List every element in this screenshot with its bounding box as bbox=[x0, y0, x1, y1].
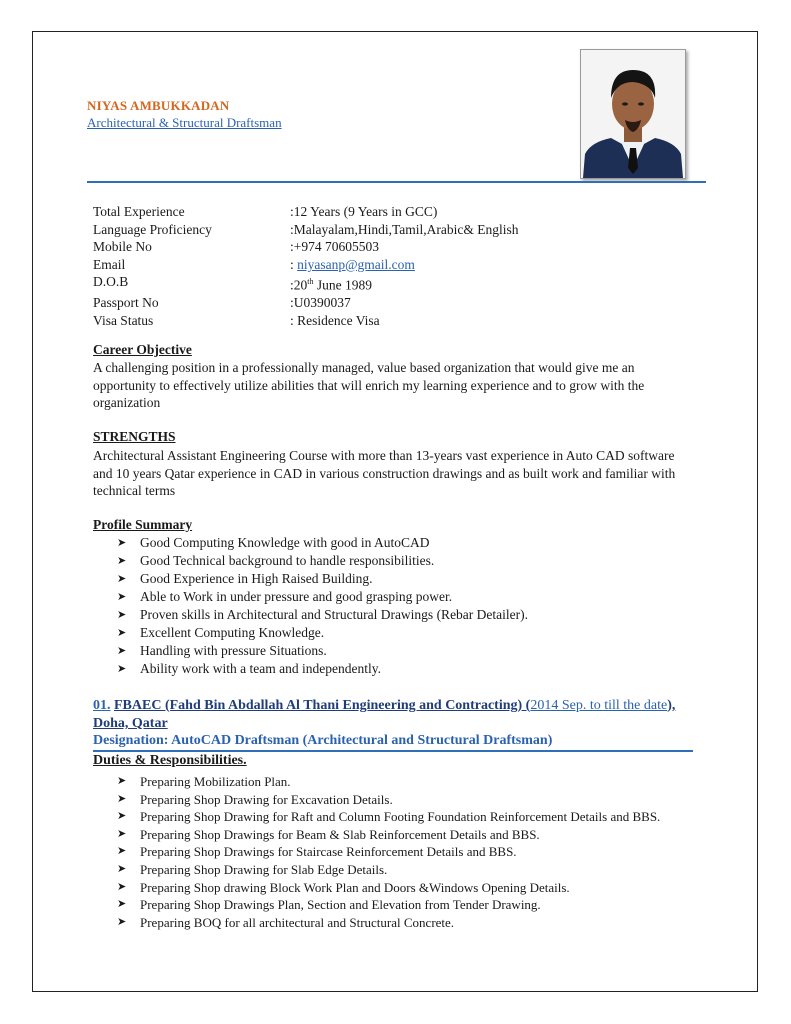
duties-list bbox=[117, 773, 689, 931]
list-item-text: Preparing Shop drawing Block Work Plan and Doors &Windows Opening Details. bbox=[140, 879, 570, 895]
dob-rest: June 1989 bbox=[313, 277, 372, 293]
arrowhead-bullet-icon: ➤ bbox=[117, 827, 127, 840]
arrowhead-bullet-icon: ➤ bbox=[117, 555, 127, 567]
arrowhead-bullet-icon: ➤ bbox=[117, 880, 127, 893]
career-objective-text: A challenging position in a professionally managed, value based organization that would give me an opportunity to effectively utilize abilities that will enrich my learning experience and to grow with the organization bbox=[93, 360, 645, 411]
list-item bbox=[117, 570, 528, 588]
list-item bbox=[117, 642, 528, 660]
arrowhead-bullet-icon: ➤ bbox=[117, 898, 127, 911]
list-item bbox=[117, 552, 528, 570]
info-row bbox=[93, 294, 519, 312]
list-item bbox=[117, 606, 528, 624]
profile-summary-heading: Profile Summary bbox=[93, 517, 193, 532]
list-item bbox=[117, 896, 689, 914]
list-item bbox=[117, 861, 689, 879]
list-item-text: Preparing Shop Drawing for Slab Edge Details. bbox=[140, 861, 388, 877]
info-value bbox=[290, 273, 372, 294]
info-value: :12 Years (9 Years in GCC) bbox=[290, 204, 438, 219]
arrowhead-bullet-icon: ➤ bbox=[117, 915, 127, 928]
job-number: 01. bbox=[93, 698, 111, 713]
info-row bbox=[93, 273, 519, 294]
list-item-text: Good Technical background to handle responsibilities. bbox=[140, 553, 435, 568]
info-label: Email bbox=[93, 256, 126, 272]
info-row bbox=[93, 238, 519, 256]
arrowhead-bullet-icon: ➤ bbox=[117, 591, 127, 603]
list-item bbox=[117, 791, 689, 809]
career-objective-heading: Career Objective bbox=[93, 342, 192, 357]
arrowhead-bullet-icon: ➤ bbox=[117, 810, 127, 823]
list-item-text: Ability work with a team and independently. bbox=[140, 661, 381, 676]
dob-suffix-sup: th bbox=[307, 277, 314, 287]
info-label: D.O.B bbox=[93, 274, 129, 290]
info-value: : Residence Visa bbox=[290, 313, 380, 329]
list-item bbox=[117, 534, 528, 552]
info-value: :Malayalam,Hindi,Tamil,Arabic& English bbox=[290, 221, 519, 237]
list-item bbox=[117, 588, 528, 606]
list-item bbox=[117, 879, 689, 897]
arrowhead-bullet-icon: ➤ bbox=[117, 775, 127, 787]
info-value: :U0390037 bbox=[290, 295, 351, 311]
arrowhead-bullet-icon: ➤ bbox=[117, 645, 127, 657]
list-item-text: Good Experience in High Raised Building. bbox=[140, 571, 373, 586]
candidate-role: Architectural & Structural Draftsman bbox=[87, 115, 282, 130]
list-item-text: Preparing BOQ for all architectural and Structural Concrete. bbox=[140, 914, 455, 930]
list-item-text: Proven skills in Architectural and Structural Drawings (Rebar Detailer). bbox=[140, 607, 529, 622]
candidate-name: NIYAS AMBUKKADAN bbox=[87, 98, 230, 113]
arrowhead-bullet-icon: ➤ bbox=[117, 609, 127, 621]
list-item-text: Preparing Shop Drawing for Raft and Column Footing Foundation Reinforcement Details and BBS. bbox=[140, 809, 661, 825]
job-location: ), Doha, Qatar bbox=[93, 698, 676, 731]
job-designation: Designation: AutoCAD Draftsman (Architectural and Structural Draftsman) bbox=[93, 733, 693, 752]
job-dates: 2014 Sep. to till the date bbox=[530, 698, 668, 713]
list-item-text: Preparing Mobilization Plan. bbox=[140, 774, 291, 789]
list-item bbox=[117, 773, 689, 791]
arrowhead-bullet-icon: ➤ bbox=[117, 845, 127, 858]
strengths-heading: STRENGTHS bbox=[93, 429, 176, 444]
info-row bbox=[93, 203, 519, 221]
email-link[interactable]: niyasanp@gmail.com bbox=[297, 256, 415, 272]
dob-prefix: :20 bbox=[290, 277, 308, 293]
list-item bbox=[117, 808, 689, 826]
list-item-text: Excellent Computing Knowledge. bbox=[140, 625, 325, 640]
info-value: :+974 70605503 bbox=[290, 239, 379, 255]
personal-info-table bbox=[93, 203, 519, 330]
strengths-text: Architectural Assistant Engineering Course with more than 13-years vast experience in Auto CAD software and 10 years Qatar experience in CAD in various construction drawings and as built work and familiar with technical terms bbox=[93, 448, 676, 499]
list-item-text: Preparing Shop Drawings Plan, Section and Elevation from Tender Drawing. bbox=[140, 897, 541, 913]
info-label: Language Proficiency bbox=[93, 221, 212, 237]
info-label: Passport No bbox=[93, 295, 159, 311]
info-value bbox=[290, 256, 415, 274]
info-label: Mobile No bbox=[93, 239, 152, 255]
duties-heading: Duties & Responsibilities. bbox=[93, 753, 247, 768]
info-row bbox=[93, 256, 519, 274]
list-item bbox=[117, 843, 689, 861]
profile-photo bbox=[580, 49, 686, 179]
list-item-text: Preparing Shop Drawings for Beam & Slab Reinforcement Details and BBS. bbox=[140, 826, 540, 842]
profile-summary-list bbox=[117, 534, 528, 678]
arrowhead-bullet-icon: ➤ bbox=[117, 627, 127, 639]
job-heading bbox=[93, 697, 693, 733]
list-item-text: Handling with pressure Situations. bbox=[140, 643, 327, 658]
info-label: Total Experience bbox=[93, 204, 185, 219]
info-label: Visa Status bbox=[93, 313, 154, 329]
list-item bbox=[117, 660, 528, 678]
list-item-text: Able to Work in under pressure and good grasping power. bbox=[140, 589, 453, 604]
list-item-text: Preparing Shop Drawing for Excavation Details. bbox=[140, 791, 393, 807]
list-item-text: Good Computing Knowledge with good in AutoCAD bbox=[140, 535, 430, 550]
list-item-text: Preparing Shop Drawings for Staircase Reinforcement Details and BBS. bbox=[140, 844, 517, 860]
info-row bbox=[93, 312, 519, 330]
arrowhead-bullet-icon: ➤ bbox=[117, 792, 127, 805]
list-item bbox=[117, 826, 689, 844]
list-item bbox=[117, 624, 528, 642]
job-company: FBAEC (Fahd Bin Abdallah Al Thani Engineering and Contracting) ( bbox=[114, 698, 531, 713]
email-prefix: : bbox=[290, 256, 298, 272]
arrowhead-bullet-icon: ➤ bbox=[117, 537, 127, 549]
arrowhead-bullet-icon: ➤ bbox=[117, 862, 127, 875]
header-divider bbox=[87, 181, 706, 183]
list-item bbox=[117, 914, 689, 932]
arrowhead-bullet-icon: ➤ bbox=[117, 663, 127, 675]
info-row bbox=[93, 221, 519, 239]
arrowhead-bullet-icon: ➤ bbox=[117, 573, 127, 585]
